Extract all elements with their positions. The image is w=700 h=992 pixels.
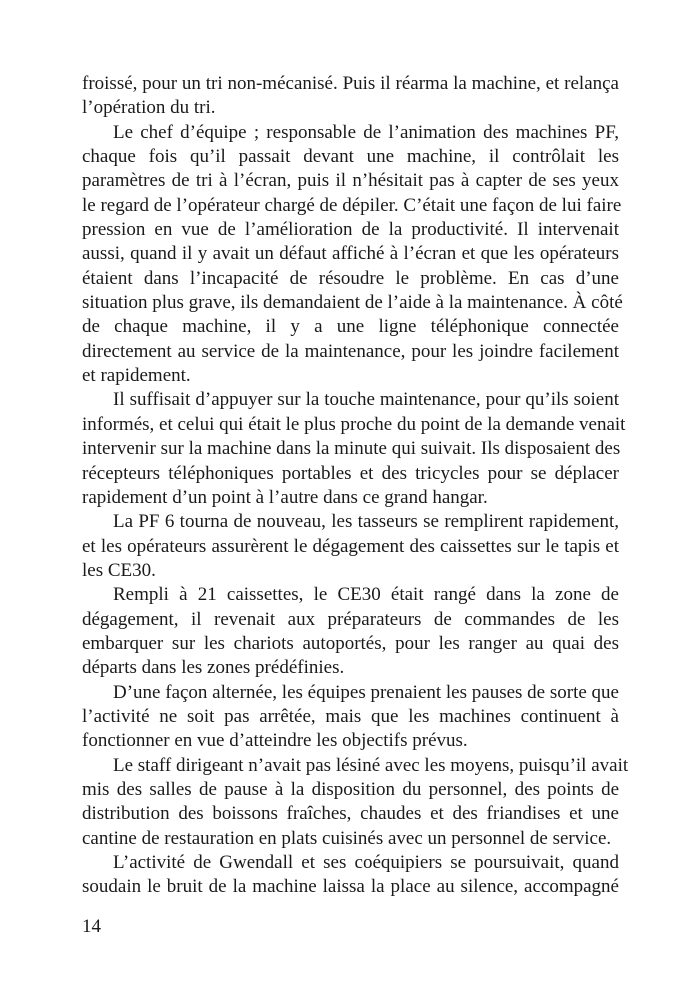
text-line: Le staff dirigeant n’avait pas lésiné avec les moyens, puisqu’il avait [113, 754, 629, 776]
text-line: mis des salles de pause à la disposition du personnel, des points de [82, 778, 619, 800]
paragraph [82, 583, 619, 680]
page-number: 14 [82, 916, 101, 937]
text-line: fonctionner en vue d’atteindre les objectifs prévus. [82, 730, 468, 752]
text-line: situation plus grave, ils demandaient de l’aide à la maintenance. À côté [82, 292, 623, 314]
text-line: et rapidement. [82, 365, 191, 387]
text-line: distribution des boissons fraîches, chaudes et des friandises et une [82, 803, 619, 825]
paragraph [82, 510, 619, 583]
text-line: de chaque machine, il y a une ligne téléphonique connectée [82, 316, 619, 338]
text-line: directement au service de la maintenance, pour les joindre facilement [82, 340, 619, 362]
text-line: Le chef d’équipe ; responsable de l’animation des machines PF, [113, 121, 619, 143]
text-line: les CE30. [82, 559, 156, 581]
text-line: chaque fois qu’il passait devant une machine, il contrôlait les [82, 146, 619, 168]
text-line: l’activité ne soit pas arrêtée, mais que les machines continuent à [82, 705, 619, 727]
paragraph [82, 72, 619, 121]
paragraph [82, 851, 619, 900]
text-line: Rempli à 21 caissettes, le CE30 était rangé dans la zone de [113, 584, 619, 606]
text-line: informés, et celui qui était le plus proche du point de la demande venait [82, 413, 626, 435]
paragraph [82, 388, 626, 510]
text-line: embarquer sur les chariots autoportés, pour les ranger au quai des [82, 632, 619, 654]
text-line: soudain le bruit de la machine laissa la place au silence, accompagné [82, 876, 619, 898]
text-line: cantine de restauration en plats cuisinés avec un personnel de service. [82, 827, 612, 849]
text-line: Il suffisait d’appuyer sur la touche maintenance, pour qu’ils soient [113, 389, 619, 411]
paragraph [82, 121, 623, 389]
text-line: intervenir sur la machine dans la minute qui suivait. Ils disposaient des [82, 438, 621, 460]
text-line: l’opération du tri. [82, 97, 216, 119]
text-line: L’activité de Gwendall et ses coéquipiers se poursuivait, quand [113, 852, 619, 873]
text-line: froissé, pour un tri non-mécanisé. Puis il réarma la machine, et relança [82, 73, 619, 94]
text-line: La PF 6 tourna de nouveau, les tasseurs se remplirent rapidement, [113, 511, 619, 533]
text-line: aussi, quand il y avait un défaut affiché à l’écran et que les opérateurs [82, 243, 619, 265]
text-line: récepteurs téléphoniques portables et des tricycles pour se déplacer [82, 462, 619, 484]
paragraph [82, 754, 629, 851]
paragraph [82, 681, 619, 754]
text-line: paramètres de tri à l’écran, puis il n’hésitait pas à capter de ses yeux [82, 170, 619, 192]
text-line: départs dans les zones prédéfinies. [82, 657, 345, 679]
text-line: rapidement d’un point à l’autre dans ce grand hangar. [82, 486, 488, 508]
text-line: étaient dans l’incapacité de résoudre le problème. En cas d’une [82, 267, 619, 289]
body-text [82, 72, 629, 900]
text-line: et les opérateurs assurèrent le dégagement des caissettes sur le tapis et [82, 535, 619, 557]
text-line: D’une façon alternée, les équipes prenaient les pauses de sorte que [113, 681, 619, 703]
text-line: pression en vue de l’amélioration de la productivité. Il intervenait [82, 219, 619, 241]
text-line: dégagement, il revenait aux préparateurs de commandes de les [82, 608, 619, 630]
text-line: le regard de l’opérateur chargé de dépiler. C’était une façon de lui faire [82, 194, 622, 216]
